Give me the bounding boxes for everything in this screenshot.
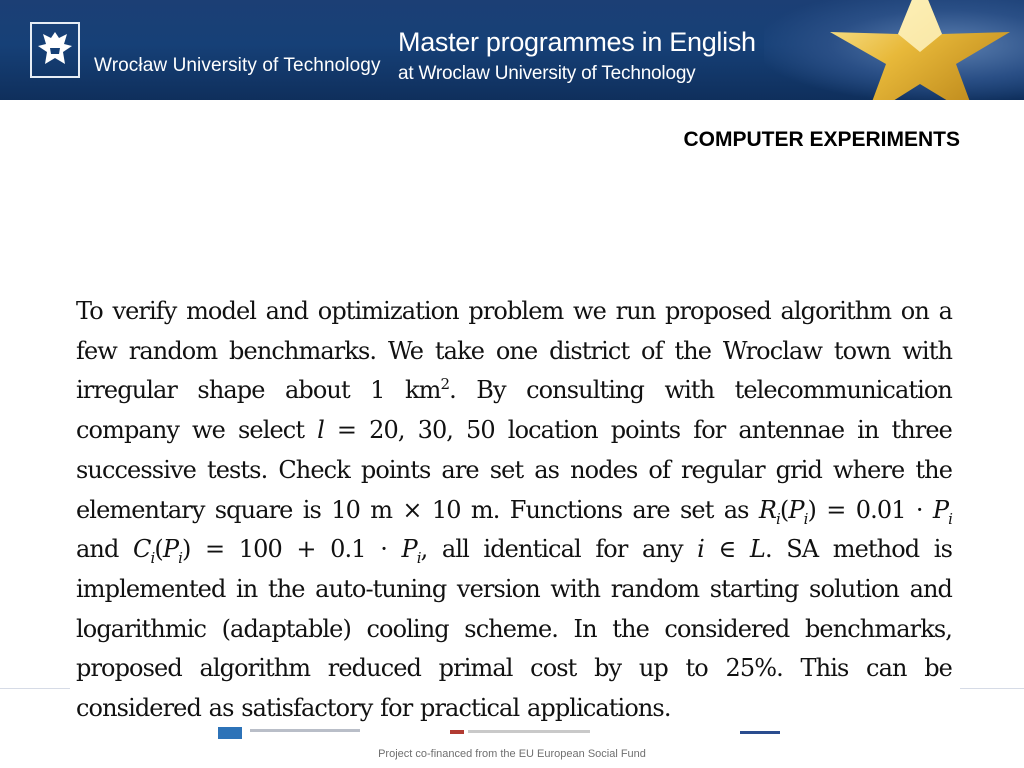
eu-flag-logo (740, 731, 780, 734)
programme-title: Master programmes in English (398, 27, 756, 57)
human-capital-logo-text (250, 729, 360, 732)
university-footer-logo (450, 730, 464, 734)
slide-title: COMPUTER EXPERIMENTS (683, 128, 960, 151)
body-paragraph: To verify model and optimization problem we run proposed algorithm on a few random benchmarks. We take one district of the Wroclaw town with irregular shape about 1 $km^2$. By consulting with telecommunication company we select l = 20, 30, 50 location points for antennae in three successive tests. Check points are set as nodes of regular grid where the elementary square is 10 m × 10 m. Functions are set as $R_i(P_i) = 0.01 \cdot P_i$ and $C_i(P_i) = 100 + 0.1 \cdot P_i$, all identical for any i ∈ L. SA method is implemented in the auto-tuning version with random starting solution and logarithmic (adaptable) cooling scheme. In the considered benchmarks, proposed algorithm reduced primal cost by up to 25%. This can be considered as satisfactory for practical applications. (76, 297, 952, 723)
header-banner (0, 0, 1024, 100)
gold-star-icon (770, 0, 1024, 100)
content-paragraph-block (70, 284, 960, 724)
university-footer-logo-text (468, 730, 590, 733)
human-capital-logo (218, 727, 242, 739)
eagle-crest-icon (32, 24, 78, 76)
programme-subtitle: at Wroclaw University of Technology (398, 63, 696, 84)
footer-funding-note: Project co-financed from the EU European Social Fund (378, 748, 646, 760)
university-name: Wrocław University of Technology (94, 55, 381, 76)
university-logo (30, 22, 80, 78)
